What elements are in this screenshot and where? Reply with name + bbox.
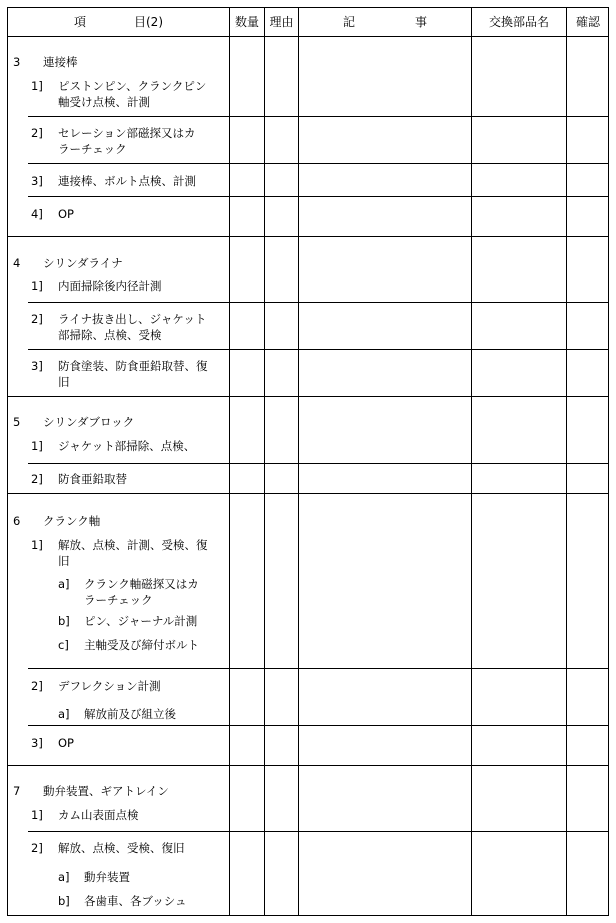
section-number: 7 [13,784,21,798]
row-rule [28,463,609,464]
item-number: 1] [31,808,43,822]
item-text: デフレクション計測 [58,679,161,693]
item-text: 旧 [58,554,70,568]
section-rule [7,765,609,766]
row-rule [28,116,609,117]
section-title: 連接棒 [43,55,78,69]
subitem-text: 主軸受及び締付ボルト [84,638,199,652]
subitem-number: a] [58,707,70,721]
section-title: クランク軸 [43,514,101,528]
item-text: 旧 [58,375,70,389]
subitem-number: a] [58,577,70,591]
section-number: 4 [13,256,21,270]
item-number: 3] [31,736,43,750]
item-text: ピストンピン、クランクピン [58,79,207,93]
item-number: 1] [31,439,43,453]
column-divider [566,7,567,916]
item-text: 防食亜鉛取替 [58,472,127,486]
header-parts: 交換部品名 [488,15,549,29]
header-qty: 数量 [234,15,259,29]
subitem-text: ピン、ジャーナル計測 [84,614,198,628]
header-item: 項 目(2) [74,15,163,29]
section-title: 動弁装置、ギアトレイン [43,784,169,798]
item-text: 解放、点検、計測、受検、復 [58,538,208,552]
item-text: 連接棒、ボルト点検、計測 [58,174,196,188]
row-rule [28,668,609,669]
header-reason: 理由 [269,15,294,29]
item-number: 2] [31,841,43,855]
item-text: 部掃除、点検、受検 [58,328,162,342]
subitem-number: b] [58,614,70,628]
header-record: 記 事 [342,15,427,29]
item-number: 3] [31,359,43,373]
subitem-text: ラーチェック [84,593,153,607]
section-rule [7,236,609,237]
row-rule [28,831,609,832]
section-number: 3 [13,55,21,69]
item-number: 2] [31,126,43,140]
subitem-text: クランク軸磁探又はカ [84,577,199,591]
subitem-number: a] [58,870,70,884]
section-number: 6 [13,514,21,528]
column-divider [229,7,230,916]
header-confirm: 確認 [575,15,600,29]
item-text: ジャケット部掃除、点検、 [58,439,196,453]
row-rule [28,163,609,164]
row-rule [28,349,609,350]
row-rule [28,196,609,197]
section-rule [7,493,609,494]
item-text: 内面掃除後内径計測 [58,279,162,293]
item-text: カム山表面点検 [58,808,139,822]
subitem-text: 動弁装置 [84,870,130,884]
subitem-number: c] [58,638,69,652]
item-text: ライナ抜き出し、ジャケット [58,312,207,326]
item-number: 1] [31,79,43,93]
section-title: シリンダブロック [43,415,135,429]
subitem-number: b] [58,894,70,908]
item-number: 4] [31,207,43,221]
column-divider [298,7,299,916]
row-rule [28,302,609,303]
header-rule [7,36,609,37]
section-rule [7,396,609,397]
item-text: 軸受け点検、計測 [58,95,150,109]
section-title: シリンダライナ [43,256,123,270]
item-text: OP [58,736,74,750]
item-number: 2] [31,679,43,693]
item-text: OP [58,207,74,221]
section-number: 5 [13,415,21,429]
column-divider [471,7,472,916]
item-text: セレーション部磁探又はカ [58,126,196,140]
item-number: 3] [31,174,43,188]
subitem-text: 各歯車、各ブッシュ [84,894,187,908]
item-number: 2] [31,312,43,326]
item-number: 1] [31,279,43,293]
row-rule [28,725,609,726]
column-divider [264,7,265,916]
item-text: ラーチェック [58,142,127,156]
subitem-text: 解放前及び組立後 [84,707,176,721]
item-number: 2] [31,472,43,486]
item-number: 1] [31,538,43,552]
item-text: 解放、点検、受検、復旧 [58,841,185,855]
item-text: 防食塗装、防食亜鉛取替、復 [58,359,208,373]
